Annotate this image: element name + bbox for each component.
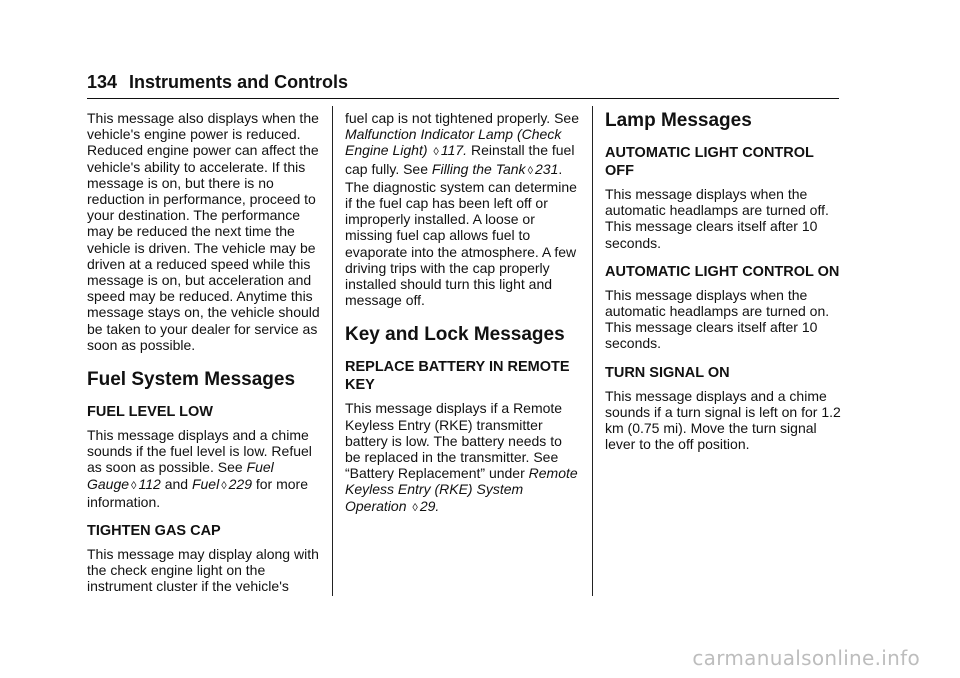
heading-tighten-gas-cap: TIGHTEN GAS CAP (87, 523, 221, 540)
page-header (87, 72, 839, 92)
fuel-link[interactable]: Fuel (191, 475, 220, 492)
page-ref-icon: ◊ (433, 146, 439, 159)
fuel-page: 229 (228, 475, 252, 492)
auto-light-off-paragraph: This message displays when the automatic headlamps are turned off. This message clears itself after 10 seconds. (605, 186, 829, 251)
cont-text-a: fuel cap is not tightened properly. See (345, 110, 580, 126)
tighten-gas-cap-paragraph: This message may display along with the check engine light on the instrument cluster if the vehicle's (87, 546, 319, 595)
rke-page: 29. (419, 497, 440, 514)
heading-fuel-level-low: FUEL LEVEL LOW (87, 404, 213, 421)
auto-light-on-paragraph: This message displays when the automatic headlamps are turned on. This message clears itself after 10 seconds. (605, 286, 830, 352)
page-ref-icon: ◊ (131, 479, 137, 492)
gas-cap-continued-paragraph (345, 110, 581, 308)
heading-automatic-light-control-on: AUTOMATIC LIGHT CONTROL ON (605, 263, 840, 280)
column-divider-2 (592, 106, 593, 596)
column-2 (345, 110, 581, 516)
heading-replace-battery: REPLACE BATTERY IN REMOTE KEY (345, 359, 570, 394)
cont-text-c: . The diagnostic system can determine if the fuel cap has been left off or improperly installed. A loose or missing fuel cap allows fuel to evaporate into the atmosphere. A few driving trips with the cap properly installed should turn this light and message off. (345, 160, 577, 309)
heading-lamp-messages: Lamp Messages (605, 110, 752, 131)
heading-key-and-lock-messages: Key and Lock Messages (345, 324, 565, 346)
column-divider-1 (332, 106, 333, 596)
watermark: carmanualsonline.info (692, 646, 920, 670)
header-rule (87, 98, 839, 99)
filling-page: 231 (535, 160, 559, 177)
column-3 (605, 110, 841, 452)
section-title: Instruments and Controls (129, 72, 349, 92)
page-ref-icon: ◊ (412, 501, 418, 514)
fuel-level-low-paragraph (87, 427, 323, 510)
turn-signal-paragraph: This message displays and a chime sounds if a turn signal is left on for 1.2 km (0.75 mi). Move the turn signal lever to the off position. (605, 387, 841, 453)
and-text: and (160, 475, 192, 492)
mil-page: 117. (440, 142, 468, 159)
heading-fuel-system-messages: Fuel System Messages (87, 369, 296, 391)
page-number: 134 (87, 72, 118, 92)
fuel-gauge-page: 112 (138, 475, 161, 492)
battery-text-a: This message displays if a Remote Keyless Entry (RKE) transmitter battery is low. The battery needs to be replaced in the transmitter. See “Battery Replacement” under (345, 400, 563, 482)
page-ref-icon: ◊ (221, 479, 227, 492)
replace-battery-paragraph (345, 400, 581, 515)
filling-the-tank-link[interactable]: Filling the Tank (431, 160, 526, 177)
fuel-low-text-b: for more information. (87, 475, 308, 510)
column-1 (87, 110, 323, 595)
heading-turn-signal-on: TURN SIGNAL ON (605, 364, 730, 381)
heading-automatic-light-control-off: AUTOMATIC LIGHT CONTROL OFF (605, 145, 814, 179)
cont-text-b: Reinstall the fuel cap fully. See (345, 142, 575, 177)
intro-paragraph: This message also displays when the vehicle's engine power is reduced. Reduced engine power can affect the vehicle's ability to accelerate. If this message is on, but there is no reduction in performance, proceed to your destination. The performance may be reduced the next time the vehicle is driven. The vehicle may be driven at a reduced speed while this message is on, but acceleration and speed may be reduced. Anytime this message stays on, the vehicle should be taken to your dealer for service as soon as possible. (87, 110, 320, 353)
fuel-low-text-a: This message displays and a chime sounds if the fuel level is low. Refuel as soon as possible. See (87, 427, 312, 476)
page-ref-icon: ◊ (527, 164, 533, 177)
fuel-gauge-link[interactable]: Fuel Gauge (87, 459, 274, 492)
malfunction-indicator-lamp-link[interactable]: Malfunction Indicator Lamp (Check Engine Light) (345, 126, 562, 159)
rke-system-operation-link[interactable]: Remote Keyless Entry (RKE) System Operation (345, 465, 578, 514)
